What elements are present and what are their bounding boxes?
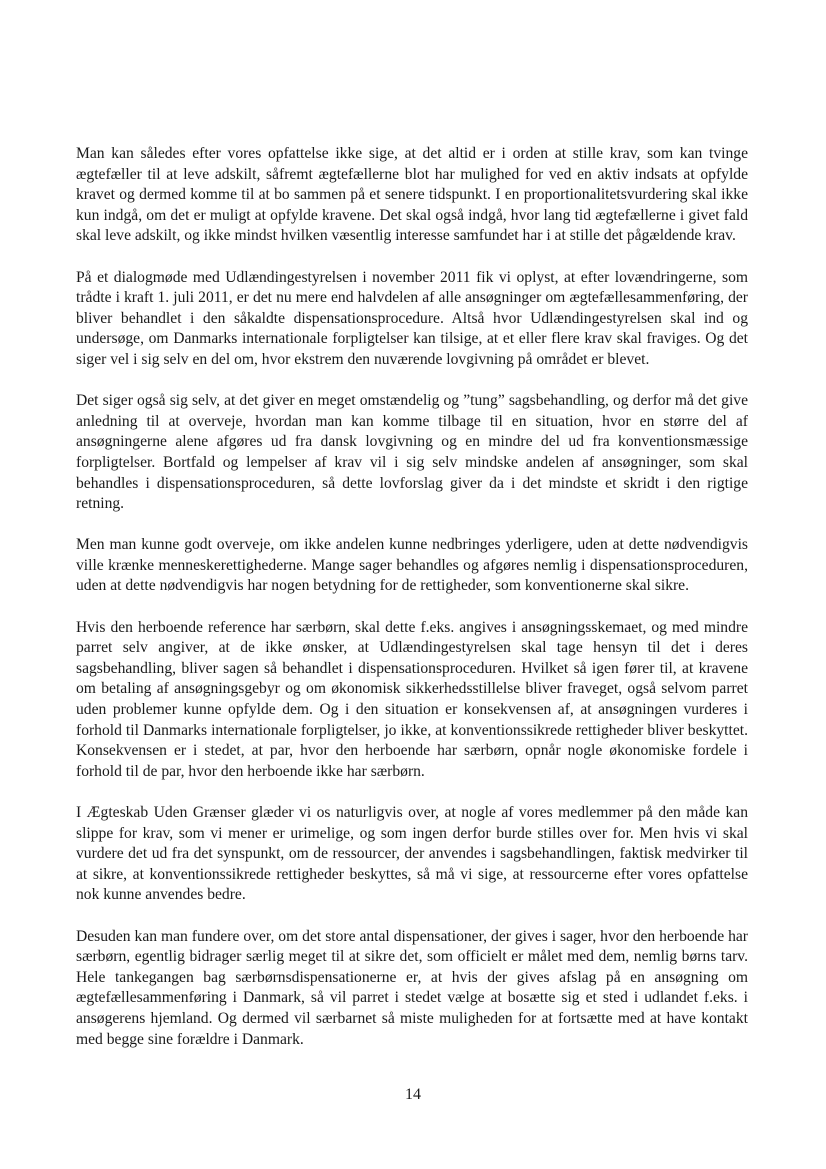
paragraph-3: Det siger også sig selv, at det giver en meget omstændelig og ”tung” sagsbehandling, og derfor må det give anledning til at overveje, hvordan man kan komme tilbage til en situation, hvor en større del af ansøgningerne alene afgøres ud fra dansk lovgivning og en mindre del ud fra konventionsmæssige forpligtelser. Bortfald og lempelser af krav vil i sig selv mindske andelen af ansøgninger, som skal behandles i dispensationsproceduren, så dette lovforslag giver da i det mindste et skridt i den rigtige retning. (76, 392, 748, 513)
paragraph-4: Men man kunne godt overveje, om ikke andelen kunne nedbringes yderligere, uden at dette nødvendigvis ville krænke menneskerettighederne. Mange sager behandles og afgøres nemlig i dispensationsproceduren, uden at dette nødvendigvis har nogen betydning for de rettigheder, som konventionerne skal sikre. (76, 536, 748, 595)
document-body (76, 144, 748, 1071)
paragraph-1: Man kan således efter vores opfattelse ikke sige, at det altid er i orden at stille krav, som kan tvinge ægtefæller til at leve adskilt, såfremt ægtefællerne blot har mulighed for ved en aktiv indsats at opfylde kravet og dermed komme til at bo sammen på et senere tidspunkt. I en proportionalitetsvurdering skal ikke kun indgå, om det er muligt at opfylde kravene. Det skal også indgå, hvor lang tid ægtefællerne i givet fald skal leve adskilt, og ikke mindst hvilken væsentlig interesse samfundet har i at stille det pågældende krav. (76, 145, 748, 245)
paragraph-7: Desuden kan man fundere over, om det store antal dispensationer, der gives i sager, hvor den herboende har særbørn, egentlig bidrager særlig meget til at sikre det, som officielt er målet med dem, nemlig børns tarv. Hele tankegangen bag særbørnsdispensationerne er, at hvis der gives afslag på en ansøgning om ægtefællesammenføring i Danmark, så vil parret i stedet vælge at bosætte sig et sted i udlandet f.eks. i ansøgerens hjemland. Og dermed vil særbarnet så miste muligheden for at fortsætte med at have kontakt med begge sine forældre i Danmark. (76, 927, 748, 1048)
paragraph-2: På et dialogmøde med Udlændingestyrelsen i november 2011 fik vi oplyst, at efter lovændringerne, som trådte i kraft 1. juli 2011, er det nu mere end halvdelen af alle ansøgninger om ægtefællesammenføring, der bliver behandlet i den såkaldte dispensationsprocedure. Altså hvor Udlændingestyrelsen skal ind og undersøge, om Danmarks internationale forpligtelser kan tilsige, at et eller flere krav skal fraviges. Og det siger vel i sig selv en del om, hvor ekstrem den nuværende lovgivning på området er blevet. (76, 268, 748, 368)
paragraph-5: Hvis den herboende reference har særbørn, skal dette f.eks. angives i ansøgningsskemaet, og med mindre parret selv angiver, at de ikke ønsker, at Udlændingestyrelsen skal tage hensyn til det i deres sagsbehandling, bliver sagen så behandlet i dispensationsproceduren. Hvilket så igen fører til, at kravene om betaling af ansøgningsgebyr og om økonomisk sikkerhedsstillelse bliver fraveget, også selvom parret uden problemer kunne opfylde dem. Og i den situation er konsekvensen af, at ansøgningen vurderes i forhold til Danmarks internationale forpligtelser, jo ikke, at konventionssikrede rettigheder bliver beskyttet. Konsekvensen er i stedet, at par, hvor den herboende har særbørn, opnår nogle økonomiske fordele i forhold til de par, hvor den herboende ikke har særbørn. (76, 618, 748, 780)
page-number: 14 (405, 1086, 421, 1103)
paragraph-6: I Ægteskab Uden Grænser glæder vi os naturligvis over, at nogle af vores medlemmer på den måde kan slippe for krav, som vi mener er urimelige, og som ingen derfor burde stilles over for. Men hvis vi skal vurdere det ud fra det synspunkt, om de ressourcer, der anvendes i sagsbehandlingen, faktisk medvirker til at sikre, at konventionssikrede rettigheder beskyttes, så må vi sige, at ressourcerne efter vores opfattelse nok kunne anvendes bedre. (76, 804, 748, 904)
